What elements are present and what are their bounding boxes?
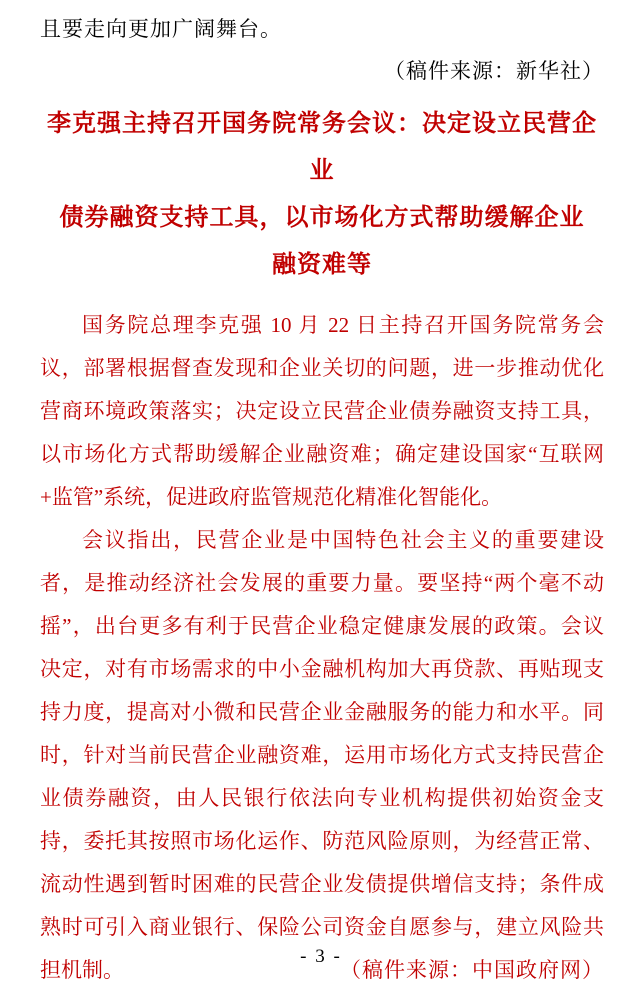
article-title-line: 债券融资支持工具，以市场化方式帮助缓解企业	[59, 205, 585, 231]
paragraph-ending-text: +监管”系统，促进政府监管规范化精准化智能化。	[40, 485, 503, 509]
body-line: 持，委托其按照市场化运作、防范风险原则，为经营正常、	[40, 829, 604, 853]
body-line: 熟时可引入商业银行、保险公司资金自愿参与，建立风险共	[40, 915, 604, 939]
body-line: 持力度，提高对小微和民营企业金融服务的能力和水平。同	[40, 700, 604, 724]
page-number: - 3 -	[300, 946, 342, 967]
body-line	[40, 476, 604, 519]
body-line: 会议指出，民营企业是中国特色社会主义的重要建设	[82, 528, 604, 552]
body-line: 营商环境政策落实；决定设立民营企业债券融资支持工具，	[40, 399, 604, 423]
gov-source-attribution: （稿件来源：中国政府网）	[340, 958, 604, 982]
previous-article-closing-line: 且要走向更加广阔舞台。	[40, 17, 282, 41]
body-line: 以市场化方式帮助缓解企业融资难；确定建设国家“互联网	[40, 442, 604, 466]
body-line: 国务院总理李克强 10 月 22 日主持召开国务院常务会	[82, 313, 604, 337]
article-title-line: 李克强主持召开国务院常务会议：决定设立民营企业	[47, 111, 597, 184]
paragraph-ending-text: 担机制。	[40, 958, 124, 982]
body-line: 者，是推动经济社会发展的重要力量。要坚持“两个毫不动	[40, 571, 604, 595]
article-title	[40, 101, 604, 289]
body-line: 流动性遇到暂时困难的民营企业发债提供增信支持；条件成	[40, 872, 604, 896]
body-line: 时，针对当前民营企业融资难，运用市场化方式支持民营企	[40, 743, 604, 767]
body-line: 业债券融资，由人民银行依法向专业机构提供初始资金支	[40, 786, 604, 810]
article-title-line: 融资难等	[272, 252, 372, 278]
xinhua-source-line: （稿件来源：新华社）	[384, 59, 604, 83]
body-line: 议，部署根据督查发现和企业关切的问题，进一步推动优化	[40, 356, 604, 380]
body-line: 决定，对有市场需求的中小金融机构加大再贷款、再贴现支	[40, 657, 604, 681]
body-line: 摇”，出台更多有利于民营企业稳定健康发展的政策。会议	[40, 614, 604, 638]
article-body	[40, 304, 604, 990]
